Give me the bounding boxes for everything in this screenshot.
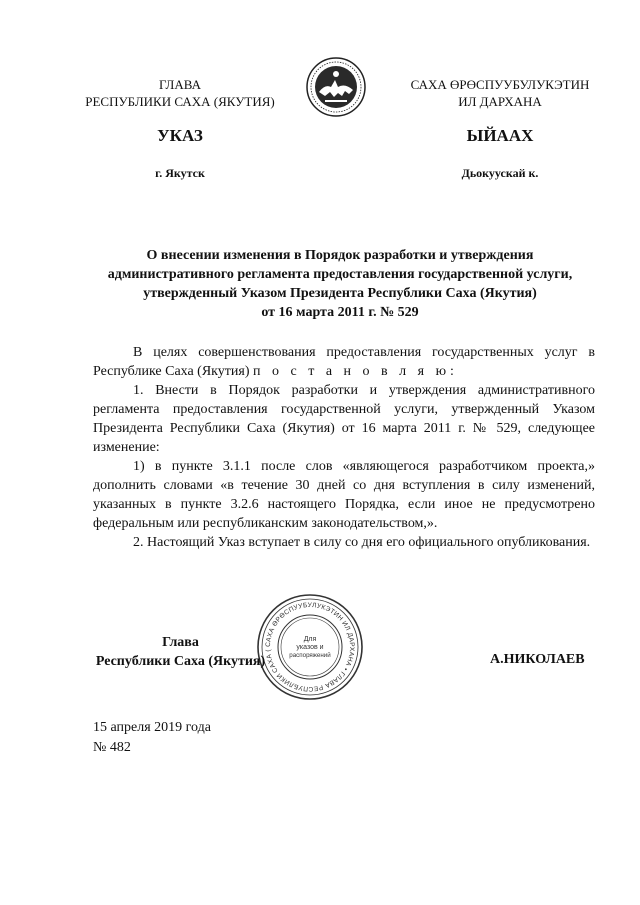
intro-text: В целях совершенствования предоставления государственных услуг в Республике Саха (Якутия): [93, 345, 595, 379]
item-1-sub: 1) в пункте 3.1.1 после слов «являющегося разработчиком проекта,» дополнить словами «в течение 30 дней со дня вступления в силу изменений, указанных в пункте 3.2.6 настоящего Порядка, если иное не предусмотрено федеральным или республиканским законодательством,».: [93, 459, 595, 531]
decree-body: [93, 343, 595, 552]
title-line: от 16 марта 2011 г. № 529: [261, 305, 419, 320]
title-line: утвержденный Указом Президента Республики Саха (Якутия): [143, 286, 537, 301]
header-left-line2: РЕСПУБЛИКИ САХА (ЯКУТИЯ): [85, 94, 275, 109]
signatory-name: А.НИКОЛАЕВ: [490, 652, 585, 667]
header-left: [80, 76, 280, 110]
header-right: [395, 76, 605, 110]
signature-title: [93, 633, 268, 671]
svg-text:указов и: указов и: [296, 644, 324, 651]
decree-date-block: [93, 718, 211, 758]
city-left: г. Якутск: [155, 166, 205, 180]
republic-emblem: [305, 56, 367, 118]
seal-icon: [255, 592, 365, 702]
title-line: О внесении изменения в Порядок разработки и утверждения: [146, 248, 534, 263]
decree-word: п о с т а н о в л я ю:: [253, 364, 458, 379]
item-1: 1. Внести в Порядок разработки и утверждения административного регламента предоставления государственной услуги, утвержденный Указом Президента Республики Саха (Якутия) от 16 марта 2011 г. № 529, следующее изменение:: [93, 383, 595, 455]
decree-date: 15 апреля 2019 года: [93, 720, 211, 735]
header-right-line2: ИЛ ДАРХАНА: [458, 94, 542, 109]
doc-type-right: ЫЙААХ: [466, 126, 534, 145]
city-right: Дьокуускай к.: [461, 166, 539, 180]
official-seal: [255, 592, 365, 702]
header-right-line1: САХА ӨРӨСПУУБУЛУКЭТИН: [410, 77, 590, 92]
decree-title: [60, 246, 620, 322]
svg-text:Для: Для: [303, 636, 317, 643]
item-2: 2. Настоящий Указ вступает в силу со дня его официального опубликования.: [133, 535, 591, 550]
decree-number: № 482: [93, 740, 131, 755]
doc-type-left: УКАЗ: [157, 126, 203, 145]
svg-text:САХА ӨРӨСПУУБУЛУКЭТИН ИЛ ДАРХА: САХА ӨРӨСПУУБУЛУКЭТИН ИЛ ДАРХАНА • ГЛАВА РЕСПУБЛИКИ САХА (: [264, 601, 356, 693]
emblem-icon: [305, 56, 367, 118]
title-line: административного регламента предоставления государственной услуги,: [107, 267, 573, 282]
svg-text:распоряжений: распоряжений: [289, 652, 331, 659]
signature-title-line2: Республики Саха (Якутия): [95, 654, 266, 669]
intro-paragraph: [93, 343, 595, 381]
signature-title-line1: Глава: [162, 635, 199, 650]
header-left-line1: ГЛАВА: [159, 77, 201, 92]
